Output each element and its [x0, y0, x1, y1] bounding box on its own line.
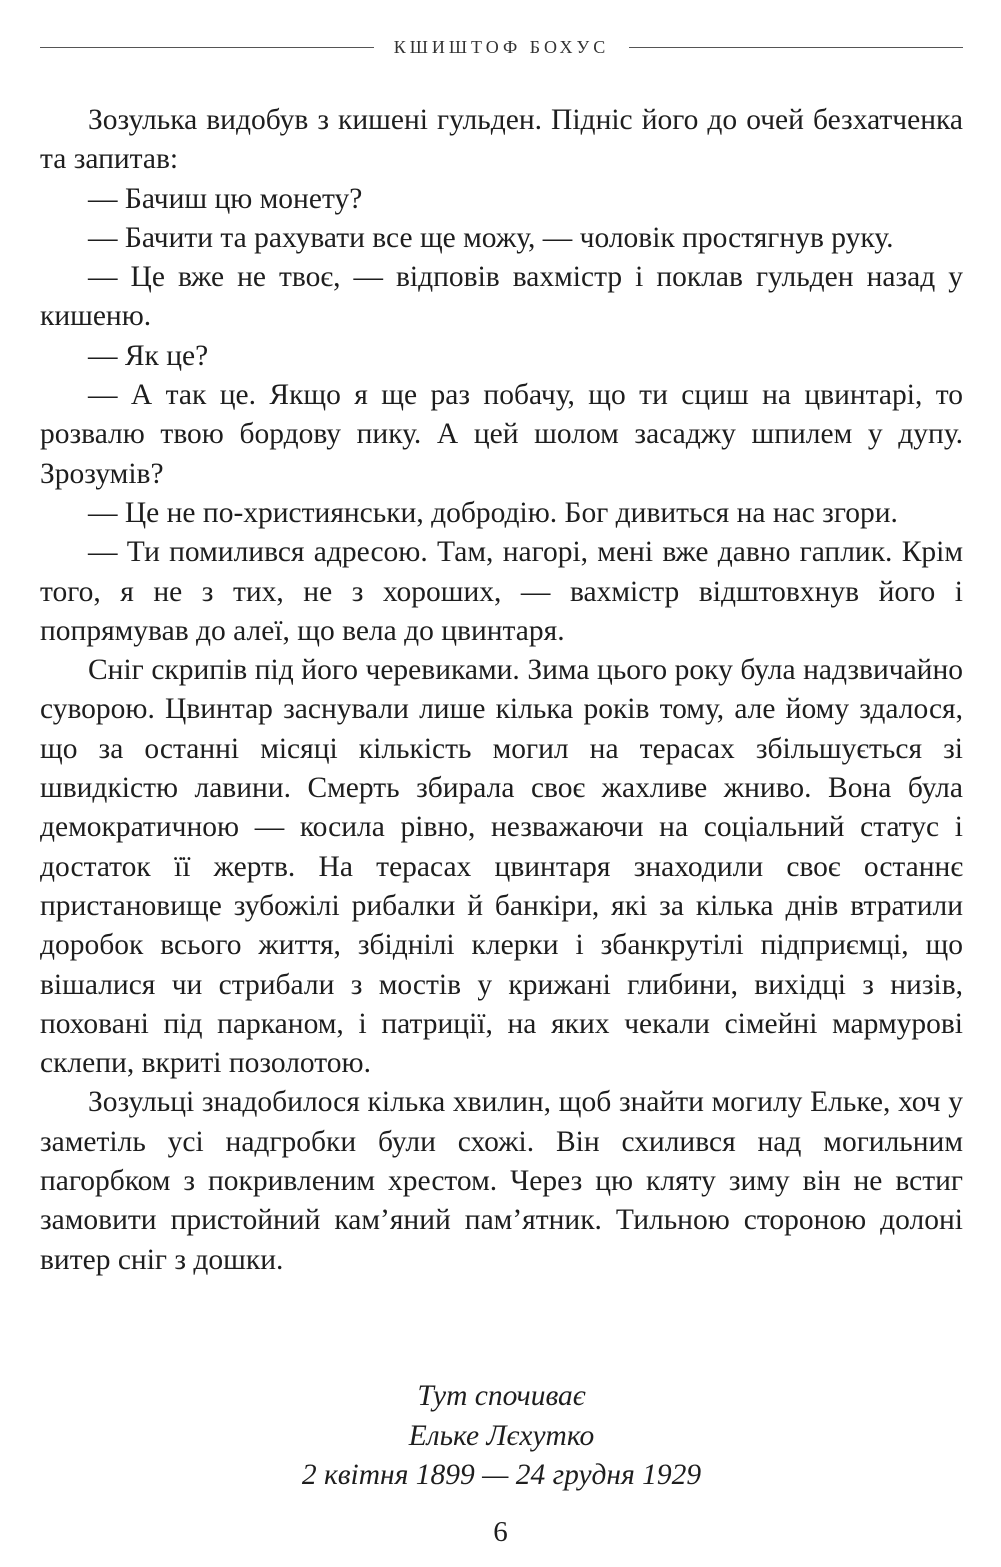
- header-rule-left: [40, 47, 374, 48]
- paragraph: — Бачити та рахувати все ще можу, — чоловік простягнув руку.: [88, 221, 894, 254]
- epitaph: [40, 1377, 963, 1496]
- paragraph: Зозульці знадобилося кілька хвилин, щоб знайти могилу Ельке, хоч у заметіль усі надгробки були схожі. Він схилився над могильним пагорбком з покривленим хрестом. Через цю кляту зиму він не встиг замовити пристойний кам’яний пам’ятник. Тильною стороною долоні витер сніг з дошки.: [40, 1086, 963, 1276]
- paragraph: — Бачиш цю монету?: [88, 182, 363, 215]
- paragraph: Зозулька видобув з кишені гульден. Підніс його до очей безхатченка та запитав:: [40, 104, 963, 176]
- header-author: КШИШТОФ БОХУС: [393, 36, 610, 57]
- epitaph-line: Ельке Лєхутко: [408, 1419, 595, 1452]
- page-number: 6: [493, 1516, 508, 1548]
- epitaph-line: Тут спочиває: [417, 1380, 586, 1412]
- paragraph: — Як це?: [88, 339, 209, 372]
- paragraph: — Ти помилився адресою. Там, нагорі, мені вже давно гаплик. Крім того, я не з тих, не з хороших, — вахмістр відштовхнув його і попрямував до алеї, що вела до цвинтаря.: [40, 536, 963, 647]
- paragraph: — Це не по-християнськи, добродію. Бог дивиться на нас згори.: [88, 496, 898, 529]
- epitaph-line: 2 квітня 1899 — 24 грудня 1929: [301, 1459, 702, 1491]
- paragraph: — А так це. Якщо я ще раз побачу, що ти сциш на цвинтарі, то розвалю твою бордову пику. А цей шолом засаджу шпилем у дупу. Зрозумів?: [40, 379, 963, 490]
- header-rule-right: [629, 47, 963, 48]
- paragraph: Сніг скрипів під його черевиками. Зима цього року була надзвичайно суворою. Цвинтар заснували лише кілька років тому, але йому здалося, що за останні місяці кількість могил на терасах збільшується зі швидкістю лавини. Смерть збирала своє жахливе жниво. Вона була демократичною — косила рівно, незважаючи на соціальний статус і достаток її жертв. На терасах цвинтаря знаходили своє останнє пристановище зубожілі рибалки й банкіри, які за кілька днів втратили доробок всього життя, збіднілі клерки і збанкрутілі підприємці, що вішалися чи стрибали з мостів у крижані глибини, вихідці з низів, поховані під парканом, і патриції, на яких чекали сімейні мармурові склепи, вкриті позолотою.: [40, 654, 963, 1080]
- paragraph: — Це вже не твоє, — відповів вахмістр і поклав гульден назад у кишеню.: [40, 261, 963, 333]
- running-header: [40, 34, 963, 60]
- body-text: [40, 101, 963, 1280]
